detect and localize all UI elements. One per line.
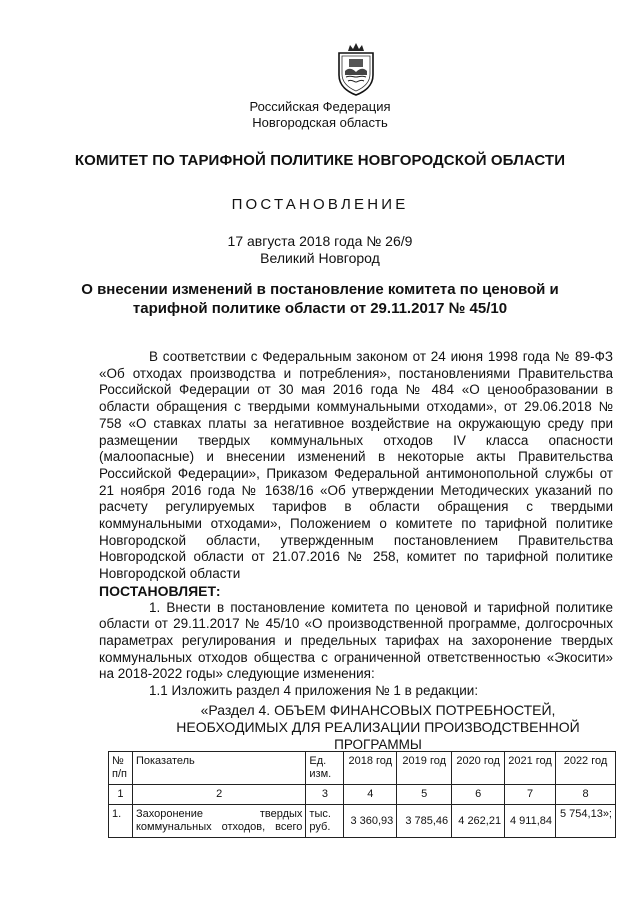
resolves-heading: ПОСТАНОВЛЯЕТ: (99, 582, 221, 599)
preamble-paragraph: В соответствии с Федеральным законом от 24 июня 1998 года № 89-ФЗ «Об отходах производства и потребления», постановлениями Правительства Российской Федерации от 30 мая 2016 года № 484 «О ценообразовании в области обращения с твердыми коммунальными отходами», от 29.06.2018 № 758 «О ставках платы за негативное воздействие на окружающую среду при размещении твердых коммунальных отходов IV класса опасности (малоопасные) и внесении изменений в некоторые акты Правительства Российской Федерации», Приказом Федеральной антимонопольной службы от 21 ноября 2016 года № 1638/16 «Об утверждении Методических указаний по расчету регулируемых тарифов в области обращения с твердыми коммунальными отходами», Положением о комитете по тарифной политике Новгородской области, утвержденным постановлением Правительства Новгородской области от 21.07.2016 № 258, комитет по тарифной политике Новгородской области (99, 349, 613, 582)
section-title-line-2: НЕОБХОДИМЫХ ДЛЯ РЕАЛИЗАЦИИ ПРОИЗВОДСТВЕННОЙ (176, 719, 580, 735)
header-2018: 2018 год (344, 752, 397, 785)
subject-line-2: тарифной политике области от 29.11.2017 № 45/10 (132, 300, 508, 317)
col-number: 4 (344, 785, 397, 805)
col-number: 5 (397, 785, 452, 805)
section-title-line-1: «Раздел 4. ОБЪЕМ ФИНАНСОВЫХ ПОТРЕБНОСТЕЙ, (200, 702, 556, 718)
col-number: 1 (109, 785, 133, 805)
row-indicator: Захоронение твердых коммунальных отходов, всего (132, 805, 305, 838)
row-value-2019: 3 785,46 (397, 805, 452, 838)
region-name: Новгородская область (252, 115, 388, 130)
header-2020: 2020 год (452, 752, 505, 785)
header-2021: 2021 год (505, 752, 556, 785)
document-body (99, 349, 613, 700)
committee-title: КОМИТЕТ ПО ТАРИФНОЙ ПОЛИТИКЕ НОВГОРОДСКОЙ ОБЛАСТИ (74, 152, 566, 169)
city-name: Великий Новгород (260, 250, 380, 266)
col-number: 2 (132, 785, 305, 805)
row-value-2021: 4 911,84 (505, 805, 556, 838)
row-value-2022: 5 754,13»; (556, 805, 616, 838)
col-number: 3 (306, 785, 344, 805)
row-num: 1. (109, 805, 133, 838)
item-1-paragraph: 1. Внести в постановление комитета по ценовой и тарифной политике области от 29.11.2017 № 45/10 «О производственной программе, долгосрочных параметрах регулирования и предельных тарифах на захоронение твердых коммунальных отходов общества с ограниченной ответственностью «Экосити» на 2018-2022 годы» следующие изменения: (99, 599, 613, 682)
row-value-2018: 3 360,93 (344, 805, 397, 838)
row-unit: тыс. руб. (306, 805, 344, 838)
coat-of-arms-icon (336, 42, 376, 96)
section-title-line-3: ПРОГРАММЫ (334, 737, 422, 752)
col-number: 6 (452, 785, 505, 805)
row-value-2020: 4 262,21 (452, 805, 505, 838)
header-unit: Ед. изм. (306, 752, 344, 785)
header-num: № п/п (109, 752, 133, 785)
table-row (109, 805, 616, 838)
table-header-row (109, 752, 616, 785)
financial-needs-table (108, 751, 616, 838)
header-indicator: Показатель (132, 752, 305, 785)
column-number-row (109, 785, 616, 805)
subject-line-1: О внесении изменений в постановление комитета по ценовой и (81, 281, 559, 298)
header-2022: 2022 год (556, 752, 616, 785)
date-number: 17 августа 2018 года № 26/9 (227, 233, 413, 249)
document-type: ПОСТАНОВЛЕНИЕ (231, 196, 409, 213)
col-number: 7 (505, 785, 556, 805)
item-1-1-paragraph: 1.1 Изложить раздел 4 приложения № 1 в редакции: (149, 683, 479, 699)
country-name: Российская Федерация (249, 99, 391, 114)
col-number: 8 (556, 785, 616, 805)
header-2019: 2019 год (397, 752, 452, 785)
